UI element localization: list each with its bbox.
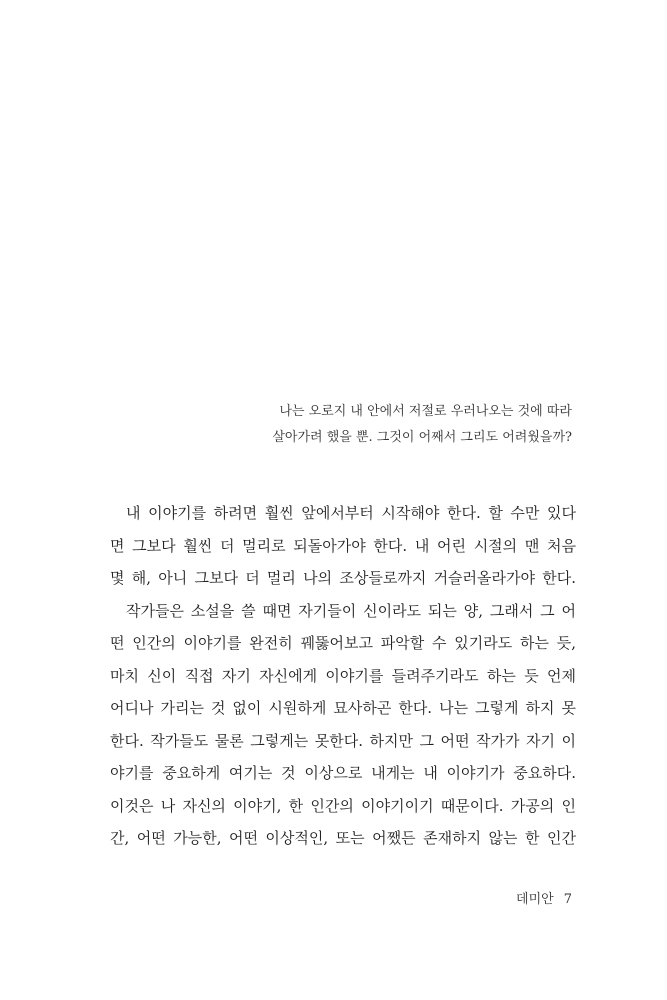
- body-text: [110, 497, 576, 855]
- page-number: 7: [563, 892, 572, 907]
- epigraph-line: 살아가려 했을 뿐. 그것이 어째서 그리도 어려웠을까?: [272, 430, 572, 445]
- paragraph-line: 간, 어떤 가능한, 어떤 이상적인, 또는 어쨌든 존재하지 않는 한 인간: [110, 829, 576, 847]
- paragraph-line: 작가들은 소설을 쓸 때면 자기들이 신이라도 되는 양, 그래서 그 어: [126, 601, 576, 620]
- paragraph-line: 떤 인간의 이야기를 완전히 꿰뚫어보고 파악할 수 있기라도 하는 듯,: [110, 634, 576, 652]
- running-title: 데미안: [516, 892, 554, 907]
- paragraph-line: 한다. 작가들도 물론 그렇게는 못한다. 하지만 그 어떤 작가가 자기 이: [110, 731, 576, 750]
- paragraph-line: 이것은 나 자신의 이야기, 한 인간의 이야기이기 때문이다. 가공의 인: [110, 796, 576, 815]
- paragraph-line: 야기를 중요하게 여기는 것 이상으로 내게는 내 이야기가 중요하다.: [110, 764, 576, 782]
- paragraph-line: 내 이야기를 하려면 훨씬 앞에서부터 시작해야 한다. 할 수만 있다: [126, 504, 576, 522]
- epigraph: [272, 399, 572, 451]
- epigraph-line: 나는 오로지 내 안에서 저절로 우러나오는 것에 따라: [279, 404, 572, 419]
- page-footer: [516, 888, 572, 907]
- paragraph-line: 마치 신이 직접 자기 자신에게 이야기를 들려주기라도 하는 듯 언제: [110, 666, 576, 685]
- paragraph-line: 면 그보다 훨씬 더 멀리로 되돌아가야 한다. 내 어린 시절의 맨 처음: [110, 536, 576, 555]
- paragraph-line: 어디나 가리는 것 없이 시원하게 묘사하곤 한다. 나는 그렇게 하지 못: [110, 699, 576, 717]
- paragraph-line: 몇 해, 아니 그보다 더 멀리 나의 조상들로까지 거슬러올라가야 한다.: [110, 569, 576, 587]
